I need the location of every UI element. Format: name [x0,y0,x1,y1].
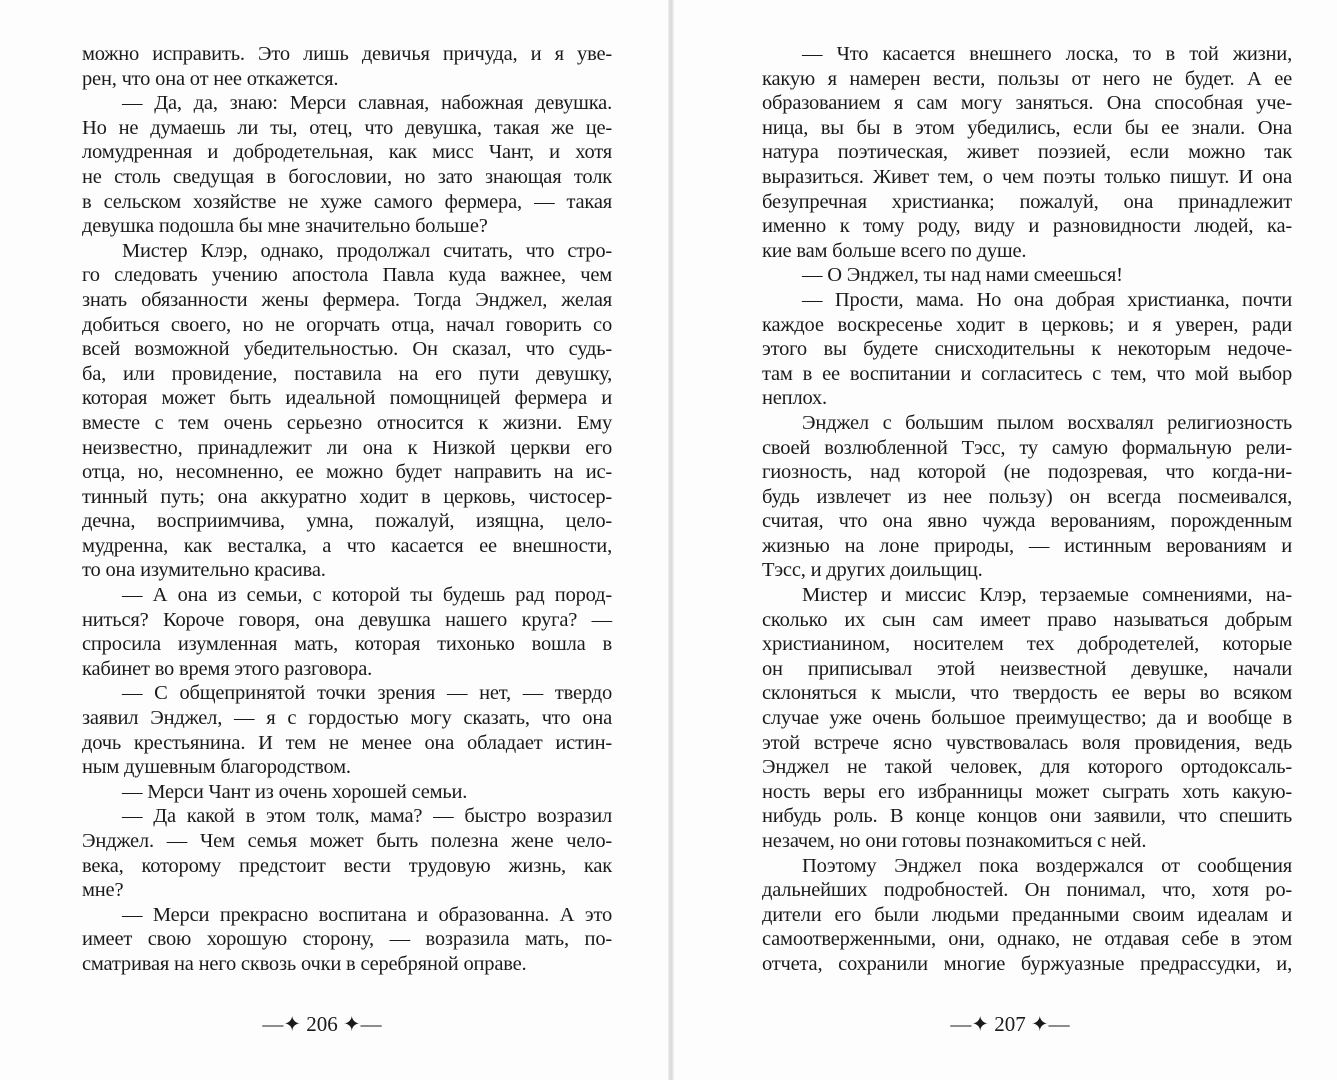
text-line: Поэтому Энджел пока воздержался от сообщения [802,854,1292,877]
text-line: дальнейших подробностей. Он понимал, что, хотя ро- [762,879,1292,902]
text-line: — Что касается внешнего лоска, то в той жизни, [802,43,1292,65]
text-line: он приписывал этой неизвестной девушке, начали [762,657,1292,680]
text-line: девушка подошла бы мне значительно больше? [82,215,488,238]
folio-ornament-left: —✦ [262,1012,301,1036]
text-line: натура поэтическая, живет поэзией, если можно так [762,141,1292,164]
page-number-right [910,1012,1110,1037]
text-line: Тэсс, и других доильщиц. [762,559,983,582]
text-line: Мистер и миссис Клэр, терзаемые сомнениями, на- [802,584,1292,607]
text-line: которая может быть идеальной помощницей фермера и [82,387,612,410]
text-line: ница, вы бы в этом убедились, если бы ее знали. Она [762,116,1292,139]
text-line: безупречная христианка; пожалуй, она принадлежит [762,190,1292,213]
text-line: — Да какой в этом толк, мама? — быстро возразил [122,805,612,828]
text-line: — Да, да, знаю: Мерси славная, набожная девушка. [122,92,612,115]
text-line: Но не думаешь ли ты, отец, что девушка, такая же це- [82,116,612,139]
text-line: — Прости, мама. Но она добрая христианка, почти [802,288,1292,311]
text-line: всей возможной убедительностью. Он сказал, что судь- [82,338,612,361]
text-line: можно исправить. Это лишь девичья причуда, и я уве- [82,43,612,65]
text-line: заявил Энджел, — я с гордостью могу сказать, что она [82,707,612,730]
text-line: каждое воскресенье ходит в церковь; и я уверен, ради [762,313,1292,336]
text-line: — С общепринятой точки зрения — нет, — твердо [122,682,612,705]
text-line: неизвестно, принадлежит ли она к Низкой церкви его [82,436,612,459]
text-line: сколько их сын сам имеет право называться добрым [762,608,1292,631]
page-number-left [222,1012,422,1037]
text-line: дочь крестьянина. И тем не менее она обладает истин- [82,731,612,754]
text-line: Энджел с большим пылом восхвалял религиозность [802,411,1292,434]
text-line: кабинет во время этого разговора. [82,657,373,680]
text-line: ность веры его избранницы может сыграть хоть какую- [762,780,1292,803]
text-line: кие вам больше всего по душе. [762,239,1027,262]
text-line: незачем, но они готовы познакомиться с ней. [762,830,1147,852]
text-line: — А она из семьи, с которой ты будешь рад пород- [122,584,612,607]
text-line: рен, что она от нее откажется. [82,67,339,90]
text-line: в сельском хозяйстве не хуже самого фермера, — такая [82,190,612,213]
text-line: самоотверженными, они, однако, не отдавая себе в этом [762,928,1292,951]
text-line: какую я намерен вести, пользы от него не будет. А ее [762,67,1292,90]
text-line: — О Энджел, ты над нами смеешься! [802,264,1123,287]
text-line: Мистер Клэр, однако, продолжал считать, что стро- [122,239,612,262]
left-page-text [82,42,612,977]
text-line: вместе с тем очень серьезно относится к жизни. Ему [82,411,612,434]
text-line: Энджел не такой человек, для которого ортодоксаль- [762,756,1292,779]
text-line: тинный путь; она аккуратно ходит в церковь, чистосер- [82,485,612,508]
folio-ornament-left: —✦ [950,1012,989,1036]
text-line: считая, что она явно чужда верованиям, порожденным [762,510,1292,533]
text-line: случае уже очень большое преимущество; да и вообще в [762,707,1292,730]
text-line: образованием я сам могу заняться. Она способная уче- [762,92,1292,115]
text-line: знать обязанности жены фермера. Тогда Энджел, желая [82,288,612,311]
text-line: христианином, носителем тех добродетелей, которые [762,633,1292,656]
text-line: спросила изумленная мать, которая тихонько вошла в [82,633,612,656]
text-line: мне? [82,879,124,902]
text-line: своей возлюбленной Тэсс, ту самую формальную рели- [762,436,1292,459]
folio-ornament-right: ✦— [1031,1012,1070,1036]
text-line: этой встрече ясно чувствовалась воля провидения, ведь [762,731,1292,754]
text-line: имеет свою хорошую сторону, — возразила мать, по- [82,928,612,951]
text-line: добиться своего, но не огорчать отца, начал говорить со [82,313,612,336]
text-line: мудренна, как весталка, а что касается ее внешности, [82,534,612,557]
text-line: там в ее воспитании и согласитесь с тем, что мой выбор [762,362,1292,385]
text-line: ба, или провидение, поставила на его пути девушку, [82,362,612,385]
text-line: сматривая на него сквозь очки в серебряной оправе. [82,952,527,975]
text-line: не столь сведущая в богословии, но зато знающая толк [82,165,612,188]
book-spine [668,0,674,1080]
text-line: Энджел. — Чем семья может быть полезна жене чело- [82,830,612,852]
text-line: выразиться. Живет тем, о чем поэты только пишут. И она [762,165,1292,188]
text-line: гиозность, над которой (не подозревая, что когда-ни- [762,461,1292,484]
text-line: — Мерси Чант из очень хорошей семьи. [122,780,468,803]
text-line: отца, но, несомненно, ее можно будет направить на ис- [82,461,612,484]
page-number: 206 [306,1012,338,1036]
text-line: склоняться к мысли, что твердость ее веры во всяком [762,682,1292,705]
text-line: ломудренная и добродетельная, как мисс Чант, и хотя [82,141,612,164]
text-line: неплох. [762,387,827,410]
text-line: отчета, сохранили многие буржуазные предрассудки, и, [762,952,1292,975]
text-line: ным душевным благородством. [82,756,351,779]
text-line: именно к тому роду, виду и разновидности людей, ка- [762,215,1292,238]
text-line: жизнью на лоне природы, — истинным верованиям и [762,534,1292,557]
text-line: ниться? Короче говоря, она девушка нашего круга? — [82,608,612,631]
text-line: века, которому предстоит вести трудовую жизнь, как [82,854,612,877]
text-line: будь извлечет из нее пользу) он всегда посмеивался, [762,485,1292,508]
text-line: нибудь роль. В конце концов они заявили, что спешить [762,805,1292,828]
right-page-text [762,42,1292,977]
folio-ornament-right: ✦— [343,1012,382,1036]
text-line: то она изумительно красива. [82,559,326,582]
text-line: этого вы будете снисходительны к некоторым недоче- [762,338,1292,361]
text-line: дечна, восприимчива, умна, пожалуй, изящна, цело- [82,510,612,533]
page-number: 207 [994,1012,1026,1036]
text-line: — Мерси прекрасно воспитана и образованна. А это [122,903,612,926]
text-line: го следовать учению апостола Павла куда важнее, чем [82,264,612,287]
text-line: дители его были людьми преданными своим идеалам и [762,903,1292,926]
